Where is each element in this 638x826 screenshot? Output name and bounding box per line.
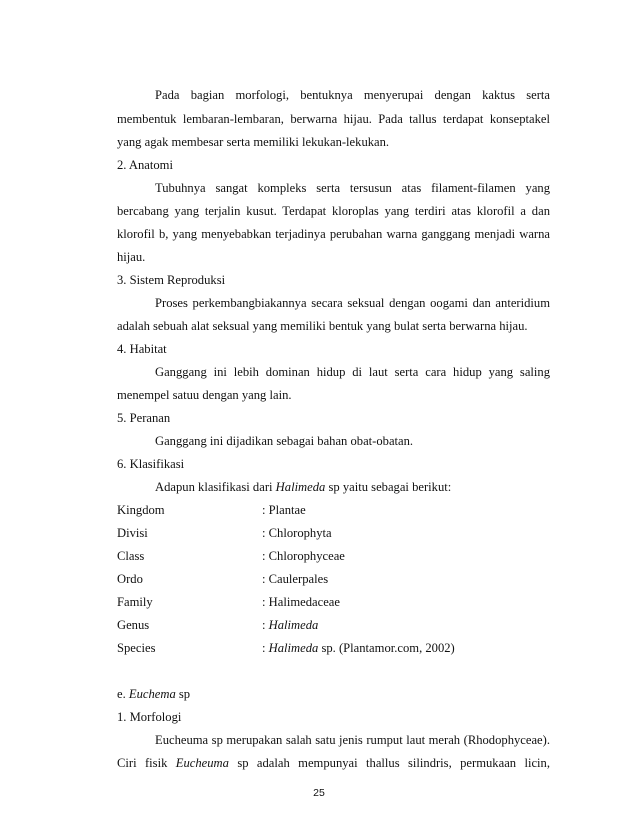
section-heading-reproduksi: 3. Sistem Reproduksi: [117, 273, 226, 287]
paragraph-line: menempel satuu dengan yang lain.: [117, 388, 292, 402]
classification-label: Genus: [117, 618, 150, 632]
section-heading-klasifikasi: 6. Klasifikasi: [117, 457, 185, 471]
paragraph-line: klorofil b, yang menyebabkan terjadinya perubahan warna ganggang menjadi warna: [117, 227, 550, 241]
section-heading-euchema: e. Euchema sp: [117, 687, 191, 701]
paragraph-line: Pada bagian morfologi, bentuknya menyerupai dengan kaktus serta: [155, 88, 550, 102]
classification-value: : Chlorophyceae: [262, 549, 345, 563]
paragraph-line: hijau.: [117, 250, 146, 264]
paragraph-line: membentuk lembaran-lembaran, berwarna hijau. Pada tallus terdapat konseptakel: [117, 112, 550, 126]
classification-label: Ordo: [117, 572, 143, 586]
paragraph-line: Proses perkembangbiakannya secara seksual dengan oogami dan anteridium: [155, 296, 550, 310]
paragraph-line: adalah sebuah alat seksual yang memiliki bentuk yang bulat serta berwarna hijau.: [117, 319, 528, 333]
classification-value: : Halimedaceae: [262, 595, 340, 609]
section-heading-peranan: 5. Peranan: [117, 411, 171, 425]
classification-value: : Caulerpales: [262, 572, 329, 586]
classification-value: : Halimeda sp. (Plantamor.com, 2002): [262, 641, 455, 655]
section-heading-habitat: 4. Habitat: [117, 342, 167, 356]
paragraph-line: Ciri fisik Eucheuma sp adalah mempunyai thallus silindris, permukaan licin,: [117, 756, 551, 770]
klasifikasi-intro: Adapun klasifikasi dari Halimeda sp yaitu sebagai berikut:: [155, 480, 452, 494]
paragraph-line: Ganggang ini lebih dominan hidup di laut serta cara hidup yang saling: [155, 365, 550, 379]
classification-value: : Halimeda: [262, 618, 319, 632]
paragraph-line: yang agak membesar serta memiliki lekukan-lekukan.: [117, 135, 390, 149]
classification-label: Species: [117, 641, 156, 655]
paragraph-line: Eucheuma sp merupakan salah satu jenis rumput laut merah (Rhodophyceae).: [155, 733, 550, 747]
classification-value: : Plantae: [262, 503, 306, 517]
paragraph-line: Tubuhnya sangat kompleks serta tersusun atas filament-filamen yang: [155, 181, 550, 195]
section-heading-anatomi: 2. Anatomi: [117, 158, 173, 172]
page-number: 25: [313, 787, 325, 799]
classification-label: Family: [117, 595, 153, 609]
classification-label: Class: [117, 549, 145, 563]
paragraph-line: Ganggang ini dijadikan sebagai bahan obat-obatan.: [155, 434, 414, 448]
classification-label: Divisi: [117, 526, 148, 540]
classification-value: : Chlorophyta: [262, 526, 332, 540]
classification-label: Kingdom: [117, 503, 165, 517]
section-heading-morfologi: 1. Morfologi: [117, 710, 182, 724]
paragraph-line: bercabang yang terjalin kusut. Terdapat kloroplas yang terdiri atas klorofil a dan: [117, 204, 550, 218]
